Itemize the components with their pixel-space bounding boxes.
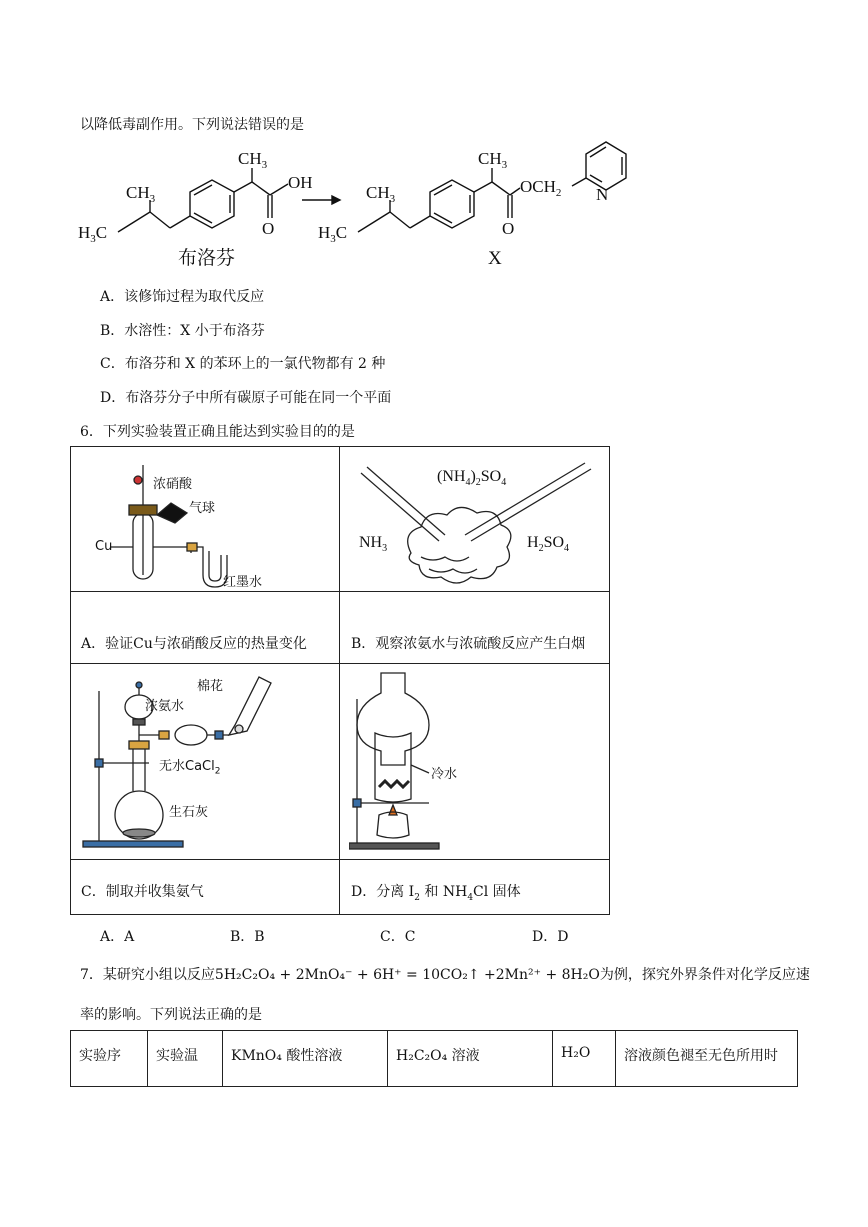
label-anhydrous-cacl2: 无水CaCl$_2$: [159, 759, 221, 777]
header-cell: 实验温: [148, 1031, 223, 1087]
cell-b-apparatus: [351, 453, 601, 588]
ibuprofen-name: 布洛芬: [178, 247, 236, 269]
label-balloon: 气球: [189, 501, 216, 516]
label-copper: Cu: [95, 539, 113, 554]
svg-text:H2SO4: $H_2SO_4$: [527, 534, 570, 554]
cell-b-caption: B．观察浓氨水与浓硫酸反应产生白烟: [351, 636, 586, 652]
cell-a-apparatus: [91, 455, 321, 590]
svg-text:CH3: $CH_3$: [126, 183, 156, 205]
q6-stem: 6．下列实验装置正确且能达到实验目的的是: [80, 424, 355, 440]
svg-text:O: O: [262, 219, 275, 238]
cell-a-caption: A．验证Cu与浓硝酸反应的热量变化: [81, 636, 307, 652]
q5-option-b: B．水溶性：X 小于布洛芬: [100, 323, 265, 339]
label-red-ink: 红墨水: [223, 575, 263, 590]
header-cell: 溶液颜色褪至无色所用时: [616, 1031, 798, 1087]
q7-stem: 7．某研究小组以反应5H₂C₂O₄ + 2MnO₄⁻ + 6H⁺ = 10CO₂↑ +2Mn²⁺ + 8H₂O为例，探究外界条件对化学反应速: [80, 967, 810, 983]
q6-answer-c: C．C: [380, 929, 416, 945]
svg-text:CH3: $CH_3$: [478, 149, 508, 171]
svg-text:(NH4)2SO4: $(NH_4)_2SO_4$: [437, 468, 507, 488]
q5-option-d: D．布洛芬分子中所有碳原子可能在同一个平面: [100, 390, 392, 406]
label-quicklime: 生石灰: [169, 805, 209, 820]
svg-text:O: O: [502, 219, 515, 238]
header-cell: H₂C₂O₄ 溶液: [388, 1031, 553, 1087]
header-cell: H₂O: [553, 1031, 616, 1087]
header-cell: 实验序: [71, 1031, 148, 1087]
svg-text:CH3: $CH_3$: [366, 183, 396, 205]
q7-equation: 5H₂C₂O₄ + 2MnO₄⁻ + 6H⁺ = 10CO₂↑ +2Mn²⁺ + 8H₂O: [214, 967, 600, 983]
label-conc-ammonia: 浓氨水: [145, 699, 185, 714]
cell-c-caption: C．制取并收集氨气: [81, 884, 204, 900]
svg-text:OH: OH: [288, 173, 313, 192]
label-cold-water: 冷水: [431, 767, 458, 782]
q6-answer-d: D．D: [532, 929, 569, 945]
q5-option-c: C．布洛芬和 X 的苯环上的一氯代物都有 2 种: [100, 356, 386, 372]
q7-stem-line2: 率的影响。下列说法正确的是: [80, 1007, 262, 1023]
svg-text:CH3: $CH_3$: [238, 149, 268, 171]
svg-text:NH3: $NH_3$: [359, 534, 388, 554]
svg-text:H3C: $H_3C$: [78, 223, 108, 245]
reaction-scheme: [70, 140, 670, 275]
svg-text:N: N: [596, 185, 609, 204]
svg-text:OCH2: $OCH_2$: [520, 177, 562, 199]
product-name: X: [488, 248, 502, 269]
cell-d-caption: D．分离 $I_2$ 和 $NH_4Cl$ 固体: [351, 884, 521, 903]
q7-table: [70, 1030, 798, 1087]
label-cotton: 棉花: [197, 679, 224, 694]
benzene-ring-left: [190, 180, 234, 228]
label-concentrated-nitric-acid: 浓硝酸: [153, 477, 193, 492]
svg-text:H3C: $H_3C$: [318, 223, 348, 245]
q6-answer-a: A．A: [100, 929, 135, 945]
intro-line: 以降低毒副作用。下列说法错误的是: [80, 117, 304, 133]
q6-apparatus-grid: [70, 446, 610, 915]
cell-d-apparatus: [349, 669, 599, 855]
q6-answer-b: B．B: [230, 929, 265, 945]
table-header-row: [71, 1031, 798, 1087]
q5-option-a: A．该修饰过程为取代反应: [100, 289, 265, 305]
header-cell: KMnO₄ 酸性溶液: [223, 1031, 388, 1087]
